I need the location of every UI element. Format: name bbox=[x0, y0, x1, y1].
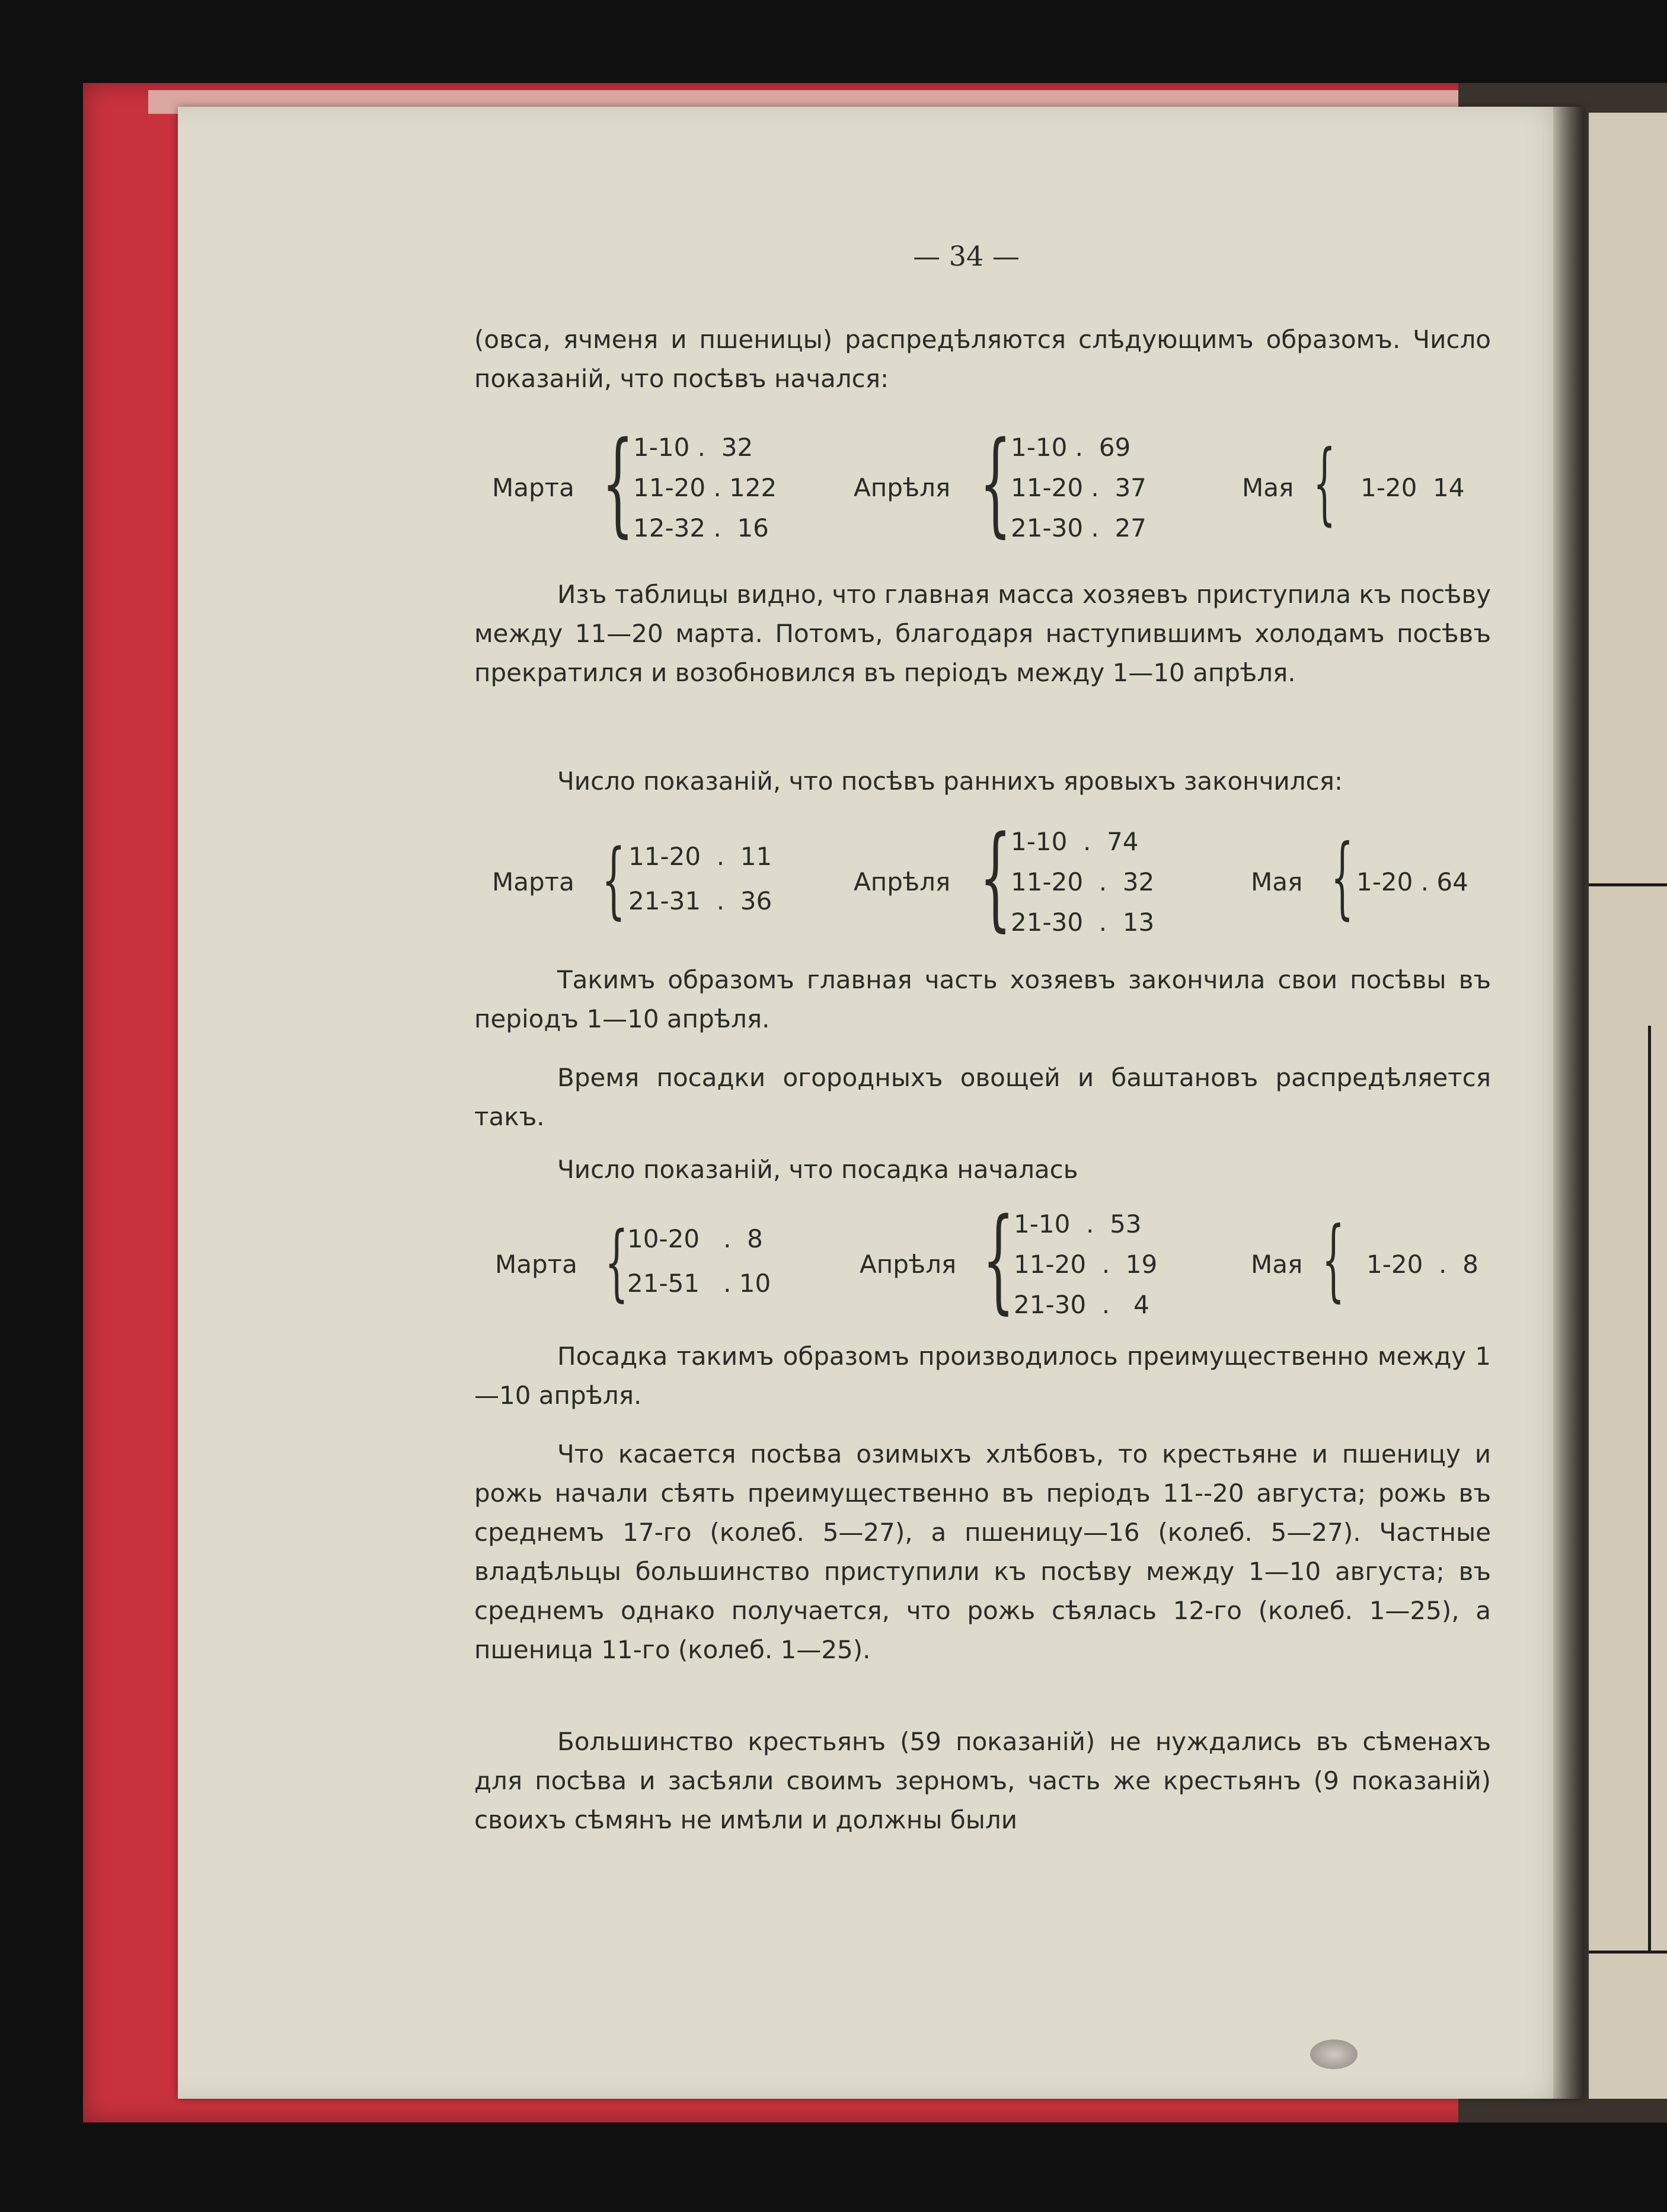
adjacent-page-rule bbox=[1589, 883, 1667, 886]
table-row: 21-30 . 4 bbox=[1014, 1290, 1149, 1319]
paragraph: Изъ таблицы видно, что главная масса хозяевъ приступила къ посѣву между 11—20 марта. Потомъ, благодаря наступившимъ холодамъ посѣвъ прекратился и возобновился въ періодъ между 1—10 апрѣля. bbox=[474, 580, 1491, 687]
adjacent-page-rule bbox=[1589, 1951, 1667, 1954]
table-row: 11-20 . 122 bbox=[633, 473, 777, 502]
table-row: 21-30 . 13 bbox=[1011, 908, 1155, 937]
table-row: 11-20 . 37 bbox=[1011, 473, 1147, 502]
month-label: Мая bbox=[1251, 1250, 1303, 1279]
paragraph: Время посадки огородныхъ овощей и баштановъ распредѣляется такъ. bbox=[474, 1063, 1491, 1131]
table-row: 1-10 . 53 bbox=[1014, 1209, 1142, 1239]
brace-icon: { bbox=[979, 812, 1012, 943]
paragraph: Такимъ образомъ главная часть хозяевъ закончила свои посѣвы въ періодъ 1—10 апрѣля. bbox=[474, 965, 1491, 1033]
month-label: Мая bbox=[1251, 867, 1303, 896]
table-row: 1-20 . 64 bbox=[1356, 867, 1468, 896]
month-label: Апрѣля bbox=[854, 867, 951, 896]
brace-icon: { bbox=[1331, 826, 1354, 929]
adjacent-page bbox=[1589, 113, 1667, 2099]
table-row: 1-10 . 69 bbox=[1011, 433, 1131, 462]
month-label: Мая bbox=[1242, 473, 1294, 502]
page-number: — 34 — bbox=[913, 240, 1020, 272]
paper-stain bbox=[1310, 2039, 1358, 2069]
brace-icon: { bbox=[982, 1194, 1015, 1325]
table-row: 1-10 . 74 bbox=[1011, 827, 1139, 856]
brace-icon: { bbox=[602, 417, 634, 548]
paragraph: Число показаній, что посѣвъ раннихъ яровыхъ закончился: bbox=[557, 767, 1343, 796]
table-row: 1-10 . 32 bbox=[633, 433, 753, 462]
planting-start-table bbox=[474, 1194, 1491, 1328]
table-row: 12-32 . 16 bbox=[633, 513, 769, 542]
table-row: 21-51 . 10 bbox=[627, 1269, 771, 1298]
sowing-start-table bbox=[474, 417, 1491, 551]
brace-icon: { bbox=[1322, 1208, 1345, 1311]
month-label: Апрѣля bbox=[854, 473, 951, 502]
sowing-end-table bbox=[474, 812, 1491, 946]
brace-icon: { bbox=[605, 1214, 629, 1311]
table-row: 11-20 . 32 bbox=[1011, 867, 1155, 896]
month-label: Марта bbox=[492, 867, 574, 896]
paragraph: Посадка такимъ образомъ производилось преимущественно между 1—10 апрѣля. bbox=[474, 1342, 1491, 1410]
paragraph: Большинство крестьянъ (59 показаній) не нуждались въ сѣменахъ для посѣва и засѣяли своимъ зерномъ, часть же крестьянъ (9 показаній) своихъ сѣмянъ не имѣли и должны были bbox=[474, 1727, 1491, 1834]
table-row: 1-20 . 8 bbox=[1366, 1250, 1478, 1279]
paragraph: Число показаній, что посадка началась bbox=[557, 1155, 1078, 1184]
table-row: 11-20 . 11 bbox=[628, 842, 772, 871]
table-row: 21-30 . 27 bbox=[1011, 513, 1147, 542]
brace-icon: { bbox=[979, 417, 1012, 548]
page-gutter-shadow bbox=[1553, 107, 1583, 2099]
table-row: 11-20 . 19 bbox=[1014, 1250, 1158, 1279]
month-label: Марта bbox=[492, 473, 574, 502]
table-row: 21-31 . 36 bbox=[628, 886, 772, 915]
brace-icon: { bbox=[1313, 432, 1336, 535]
paragraph: (овса, ячменя и пшеницы) распредѣляются слѣдующимъ образомъ. Число показаній, что посѣвъ начался: bbox=[474, 325, 1491, 393]
adjacent-page-rule bbox=[1648, 1026, 1651, 1951]
table-row: 10-20 . 8 bbox=[627, 1224, 763, 1253]
table-row: 1-20 14 bbox=[1361, 473, 1465, 502]
paragraph: Что касается посѣва озимыхъ хлѣбовъ, то крестьяне и пшеницу и рожь начали сѣять преимущественно въ періодъ 11--20 августа; рожь въ среднемъ 17-го (колеб. 5—27), а пшеницу—16 (колеб. 5—27). Частные владѣльцы большинство приступили къ посѣву между 1—10 августа; въ среднемъ однако получается, что рожь сѣялась 12-го (колеб. 1—25), а пшеница 11-го (колеб. 1—25). bbox=[474, 1439, 1491, 1664]
brace-icon: { bbox=[602, 832, 626, 928]
month-label: Марта bbox=[495, 1250, 577, 1279]
month-label: Апрѣля bbox=[860, 1250, 957, 1279]
